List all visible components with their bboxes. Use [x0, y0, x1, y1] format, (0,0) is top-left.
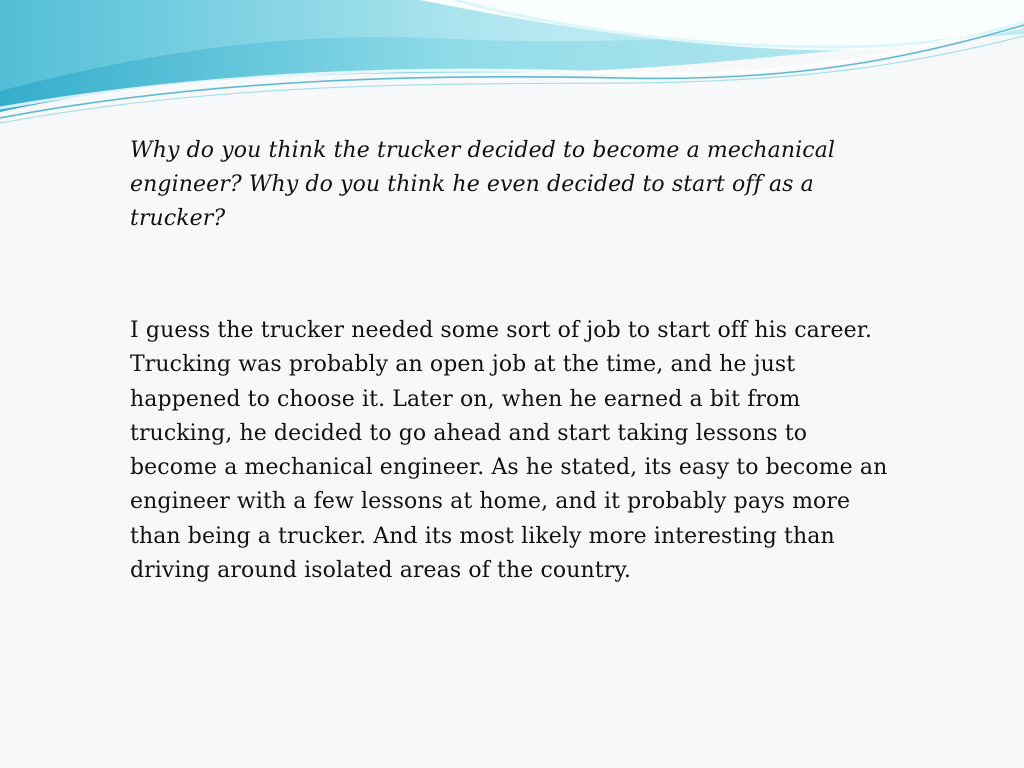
question-text: Why do you think the trucker decided to become a mechanical engineer? Why do you think he even decided to start off as a trucker? — [130, 138, 836, 231]
answer-text: I guess the trucker needed some sort of job to start off his career. Trucking was probably an open job at the time, and he just happened to choose it. Later on, when he earned a bit from trucking, he decided to go ahead and start taking lessons to become a mechanical engineer. As he stated, its easy to become an engineer with a few lessons at home, and it probably pays more than being a trucker. And its most likely more interesting than driving around isolated areas of the country. — [130, 318, 888, 584]
wave-decoration — [0, 0, 1024, 130]
slide-content — [130, 134, 890, 588]
